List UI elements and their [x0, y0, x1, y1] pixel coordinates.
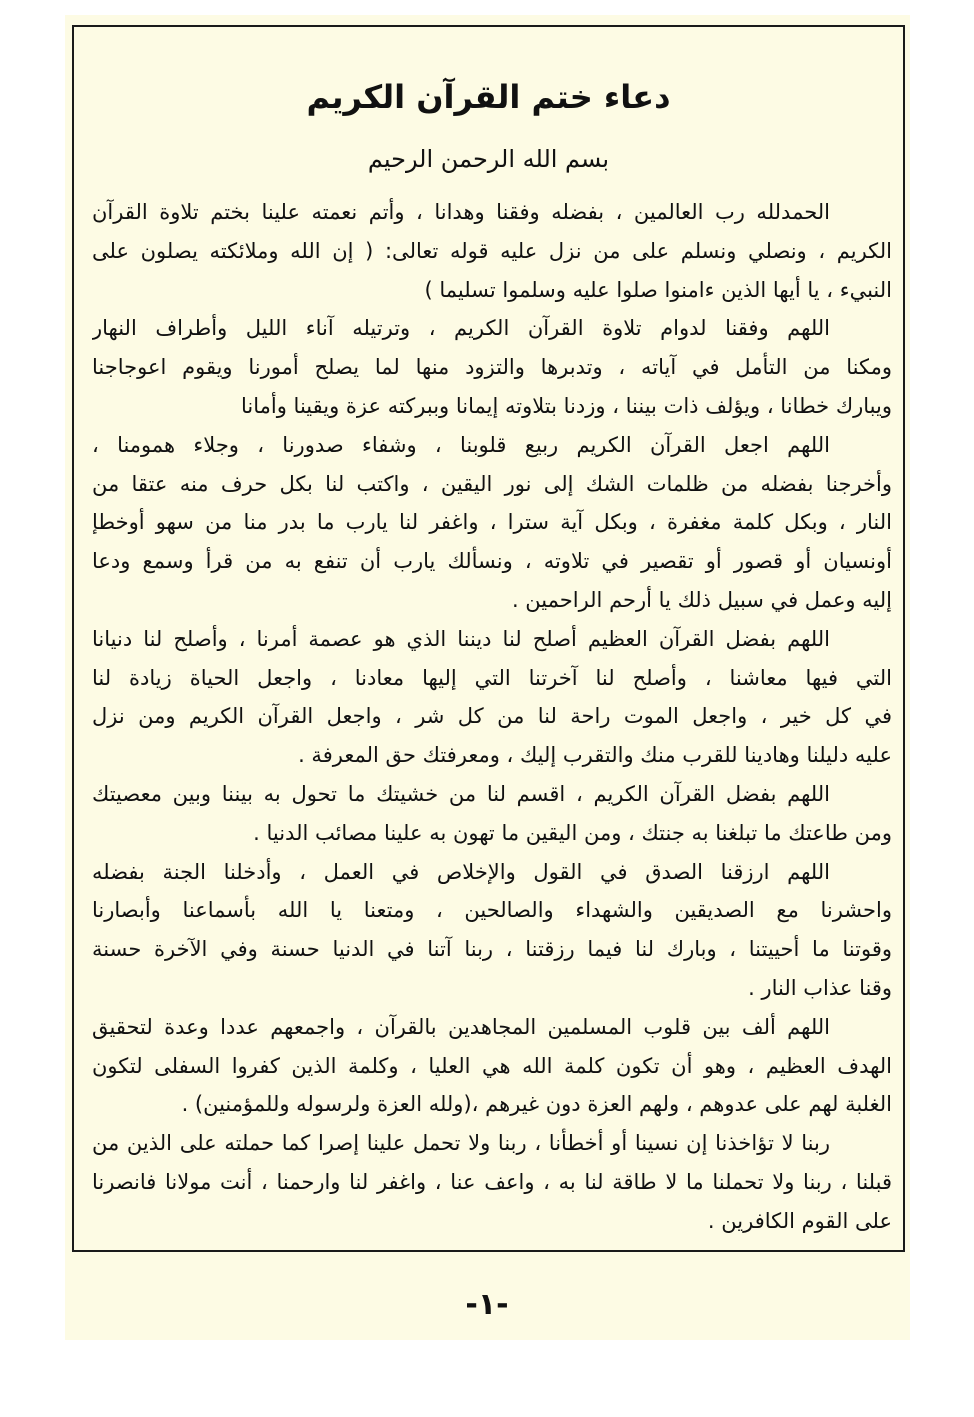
- text-line: اللهم وفقنا لدوام تلاوة القرآن الكريم ، وترتيله آناء الليل وأطراف النهار: [92, 316, 830, 341]
- text-line: أونسيان أو قصور أو تقصير في تلاوته ، ونسألك يارب أن تنفع به من قرأ وسمع ودعا: [92, 549, 892, 574]
- paragraph: [92, 1124, 892, 1240]
- text-line: اللهم ارزقنا الصدق في القول والإخلاص في العمل ، وأدخلنا الجنة بفضله: [92, 859, 830, 884]
- text-line: اللهم ألف بين قلوب المسلمين المجاهدين بالقرآن ، واجمعهم عددا وعدة لتحقيق: [92, 1014, 830, 1039]
- basmala: بسم الله الرحمن الرحيم: [367, 145, 610, 173]
- prayer-body: [92, 193, 892, 1241]
- text-line: اللهم اجعل القرآن الكريم ربيع قلوبنا ، وشفاء صدورنا ، وجلاء همومنا ،: [92, 432, 830, 457]
- text-line: قبلنا ، ربنا ولا تحملنا ما لا طاقة لنا به ، واعف عنا ، واغفر لنا وارحمنا ، أنت مولانا فانصرنا: [92, 1169, 892, 1194]
- paragraph: [92, 193, 892, 309]
- page-title: دعاء ختم القرآن الكريم: [306, 78, 671, 116]
- text-line: النبيء ، يا أيها الذين ءامنوا صلوا عليه وسلموا تسليما ): [424, 277, 892, 302]
- text-line: ويبارك خطانا ، ويؤلف ذات بيننا ، وزدنا بتلاوته إيمانا وببركته عزة ويقينا وأمانا: [241, 393, 892, 418]
- paragraph: [92, 1008, 892, 1124]
- text-line: ربنا لا تؤاخذنا إن نسينا أو أخطأنا ، ربنا ولا تحمل علينا إصرا كما حملته على الذين من: [92, 1131, 830, 1156]
- text-line: الغلبة لهم على عدوهم ، ولهم العزة دون غيرهم ،(ولله العزة ولرسوله وللمؤمنين) .: [181, 1092, 892, 1117]
- text-line: التي فيها معاشنا ، وأصلح لنا آخرتنا التي إليها معادنا ، واجعل الحياة زيادة لنا: [92, 665, 892, 690]
- text-line: الحمدلله رب العالمين ، بفضله وفقنا وهدانا ، وأتم نعمته علينا بختم تلاوة القرآن: [92, 200, 830, 224]
- text-line: الهدف العظيم ، وهو أن تكون كلمة الله هي العليا ، وكلمة الذين كفروا السفلى لتكون: [92, 1053, 892, 1078]
- text-line: اللهم بفضل القرآن العظيم أصلح لنا ديننا الذي هو عصمة أمرنا ، وأصلح لنا دنيانا: [92, 626, 830, 651]
- paragraph: [92, 775, 892, 853]
- page-number: -١-: [465, 1287, 509, 1322]
- text-line: على القوم الكافرين .: [707, 1208, 892, 1233]
- text-line: الكريم ، ونصلي ونسلم على من نزل عليه قوله تعالى: ( إن الله وملائكته يصلون على: [92, 238, 892, 263]
- text-line: إليه وعمل في سبيل ذلك يا أرحم الراحمين .: [511, 587, 892, 612]
- paragraph: [92, 853, 892, 1008]
- paragraph: [92, 620, 892, 775]
- text-line: اللهم بفضل القرآن الكريم ، اقسم لنا من خشيتك ما تحول به بيننا وبين معصيتك: [92, 781, 830, 806]
- text-line: واحشرنا مع الصديقين والشهداء والصالحين ، ومتعنا يا الله بأسماعنا وأبصارنا: [92, 898, 892, 923]
- text-line: ومكنا من التأمل في آياته ، وتدبرها والتزود منها لما يصلح أمورنا ويقوم اعوجاجنا: [92, 355, 892, 380]
- text-line: ومن طاعتك ما تبلغنا به جنتك ، ومن اليقين ما تهون به علينا مصائب الدنيا .: [253, 820, 892, 845]
- text-line: وأخرجنا بفضله من ظلمات الشك إلى نور اليقين ، واكتب لنا بكل حرف منه عتقا من: [92, 471, 892, 496]
- text-line: وقوتنا ما أحييتنا ، وبارك لنا فيما رزقتنا ، ربنا آتنا في الدنيا حسنة وفي الآخرة حسنة: [92, 937, 892, 962]
- text-line: في كل خير ، واجعل الموت راحة لنا من كل شر ، واجعل القرآن الكريم ومن نزل: [92, 704, 892, 729]
- text-line: وقنا عذاب النار .: [748, 975, 892, 1000]
- paragraph: [92, 426, 892, 620]
- text-line: النار ، وبكل كلمة مغفرة ، وبكل آية سترا ، واغفر لنا يارب ما بدر منا من سهو أوخطإ: [92, 510, 892, 535]
- paragraph: [92, 309, 892, 425]
- text-line: عليه دليلنا وهادينا للقرب منك والتقرب إليك ، ومعرفتك حق المعرفة .: [298, 743, 892, 768]
